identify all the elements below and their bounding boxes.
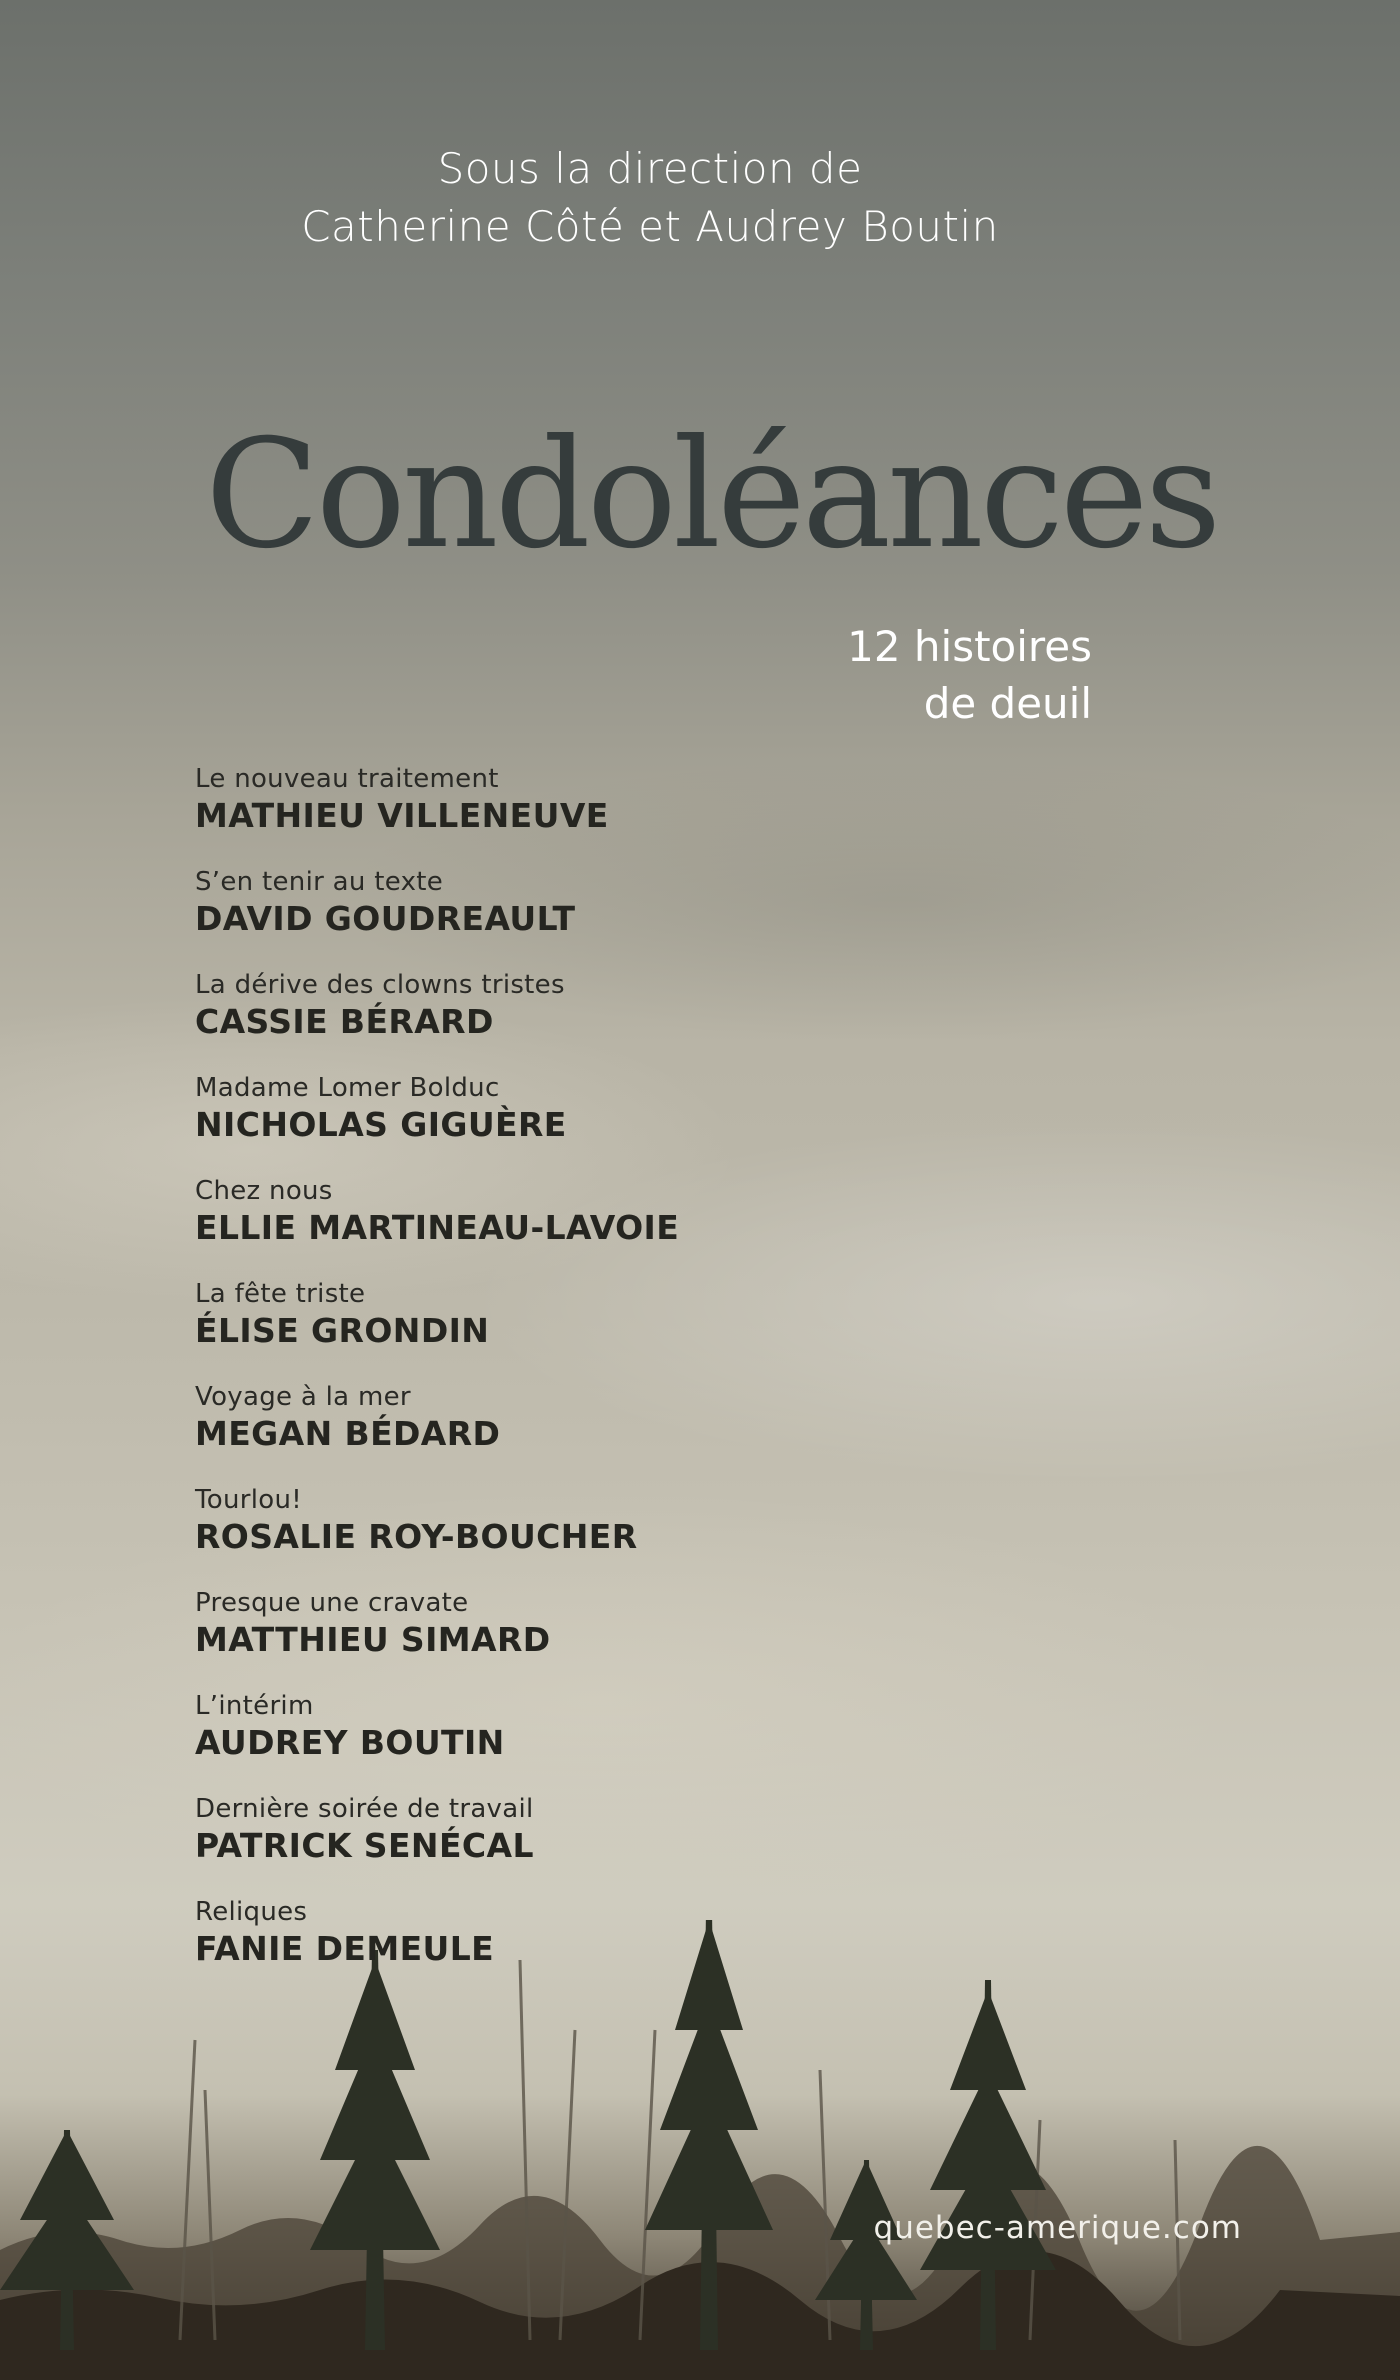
story-title: Le nouveau traitement — [195, 764, 499, 794]
subtitle-line-2: de deuil — [923, 679, 1092, 728]
subtitle-line-1: 12 histoires — [847, 622, 1092, 671]
story-author: MEGAN BÉDARD — [195, 1414, 501, 1453]
book-subtitle — [847, 618, 1092, 732]
story-item — [195, 866, 995, 969]
story-item — [195, 1484, 995, 1587]
story-item — [195, 1381, 995, 1484]
story-author: MATHIEU VILLENEUVE — [195, 796, 609, 835]
story-item — [195, 969, 995, 1072]
story-item — [195, 1072, 995, 1175]
story-item — [195, 1175, 995, 1278]
editors-line-2: Catherine Côté et Audrey Boutin — [301, 202, 999, 251]
story-title: La dérive des clowns tristes — [195, 970, 565, 1000]
story-list — [195, 763, 995, 1999]
story-title: Madame Lomer Bolduc — [195, 1073, 500, 1103]
story-author: FANIE DEMEULE — [195, 1929, 495, 1968]
story-title: Dernière soirée de travail — [195, 1794, 534, 1824]
story-title: S’en tenir au texte — [195, 867, 444, 897]
story-author: PATRICK SENÉCAL — [195, 1826, 534, 1865]
story-author: MATTHIEU SIMARD — [195, 1620, 551, 1659]
publisher-url: quebec-amerique.com — [873, 2210, 1242, 2246]
story-author: NICHOLAS GIGUÈRE — [195, 1105, 567, 1144]
story-title: L’intérim — [195, 1691, 314, 1721]
story-title: Reliques — [195, 1897, 308, 1927]
story-item — [195, 1690, 995, 1793]
story-author: CASSIE BÉRARD — [195, 1002, 494, 1041]
story-title: La fête triste — [195, 1279, 366, 1309]
story-title: Presque une cravate — [195, 1588, 469, 1618]
story-author: ELLIE MARTINEAU-LAVOIE — [195, 1208, 680, 1247]
story-title: Chez nous — [195, 1176, 333, 1206]
editors-line-1: Sous la direction de — [437, 144, 863, 193]
story-item — [195, 1896, 995, 1999]
story-author: DAVID GOUDREAULT — [195, 899, 576, 938]
story-author: ROSALIE ROY-BOUCHER — [195, 1517, 638, 1556]
book-title: Condoléances — [205, 408, 1218, 582]
story-item — [195, 763, 995, 866]
story-author: ÉLISE GRONDIN — [195, 1311, 490, 1350]
story-title: Voyage à la mer — [195, 1382, 411, 1412]
story-item — [195, 1278, 995, 1381]
editors-credit — [0, 140, 1300, 256]
story-title: Tourlou! — [195, 1485, 302, 1515]
story-item — [195, 1793, 995, 1896]
story-item — [195, 1587, 995, 1690]
story-author: AUDREY BOUTIN — [195, 1723, 505, 1762]
